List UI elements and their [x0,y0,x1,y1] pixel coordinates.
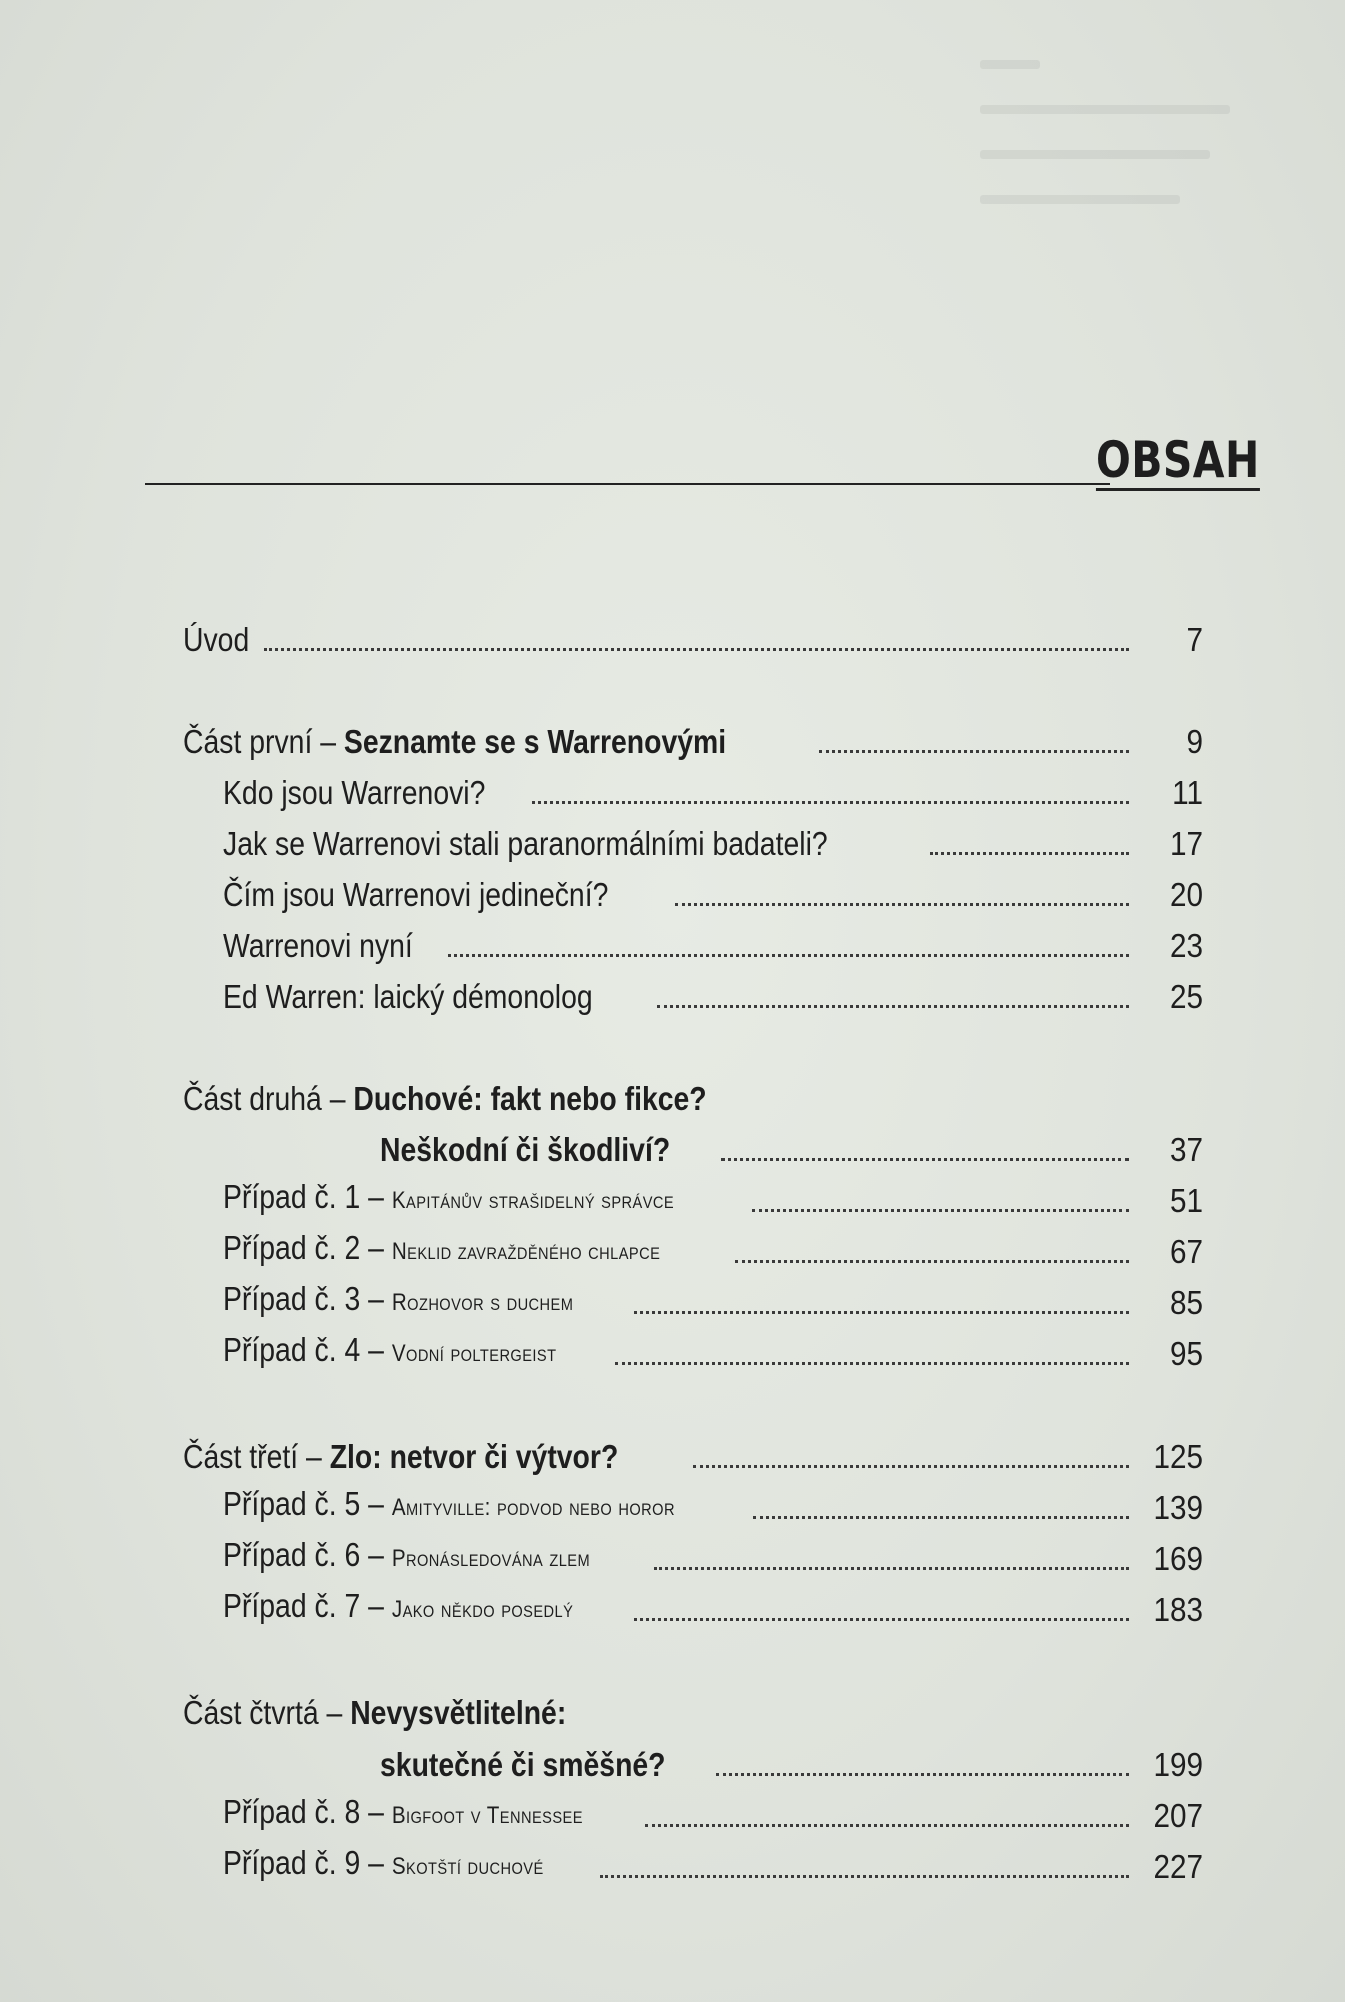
separator: – [312,723,344,760]
toc-case [223,1477,1203,1528]
toc-case [223,1170,1203,1221]
dot-leader [654,1567,1129,1570]
toc-page-number: 51 [1169,1182,1203,1219]
toc-entry-label: Čím jsou Warrenovi jedineční? [223,876,609,913]
separator: – [360,1793,392,1830]
part-heading-continued: Neškodní či škodliví? [380,1131,671,1168]
dot-leader [753,1516,1129,1519]
separator: – [298,1438,330,1475]
dot-leader [693,1465,1129,1468]
separator: – [360,1229,392,1266]
case-label: Případ č. 5 [223,1485,361,1522]
page-title: OBSAH [1096,431,1260,489]
toc-case [223,1272,1203,1323]
toc-entry-label: Kdo jsou Warrenovi? [223,774,486,811]
separator: – [360,1280,392,1317]
toc-page-number: 85 [1169,1284,1203,1321]
dot-leader [645,1824,1129,1827]
part-heading: Duchové: fakt nebo fikce? [353,1080,707,1117]
toc-entry [223,762,1203,813]
case-title: Amityville: podvod nebo horor [391,1494,675,1521]
toc-page-number: 183 [1153,1591,1203,1628]
part-heading: Zlo: netvor či výtvor? [329,1438,619,1475]
toc-page-number: 139 [1153,1489,1203,1526]
toc-page-number: 207 [1153,1797,1203,1834]
case-title: Jako někdo posedlý [391,1596,574,1623]
toc-page-number: 37 [1169,1131,1203,1168]
dot-leader [721,1158,1129,1161]
separator: – [360,1587,392,1624]
toc-page-number: 25 [1169,978,1203,1015]
part-heading: Seznamte se s Warrenovými [343,723,727,760]
toc-case [223,1785,1203,1836]
case-label: Případ č. 3 [223,1280,361,1317]
dot-leader [716,1773,1129,1776]
case-title: Skotští duchové [391,1853,544,1880]
dot-leader [752,1209,1130,1212]
dot-leader [264,648,1129,651]
dot-leader [600,1875,1129,1878]
toc-entry-label: Úvod [183,621,250,658]
toc-part-1 [183,711,1203,762]
toc-page-number: 125 [1153,1438,1203,1475]
toc-entry-label: Warrenovi nyní [223,927,413,964]
dot-leader [657,1005,1129,1008]
case-label: Případ č. 1 [223,1178,361,1215]
toc-entry-label: Jak se Warrenovi stali paranormálními badateli? [223,825,828,862]
toc-part-3 [183,1426,1203,1477]
case-label: Případ č. 7 [223,1587,361,1624]
separator: – [360,1485,392,1522]
separator: – [360,1536,392,1573]
dot-leader [675,903,1129,906]
case-label: Případ č. 9 [223,1844,361,1881]
toc-case [223,1323,1203,1374]
toc-case [223,1579,1203,1630]
case-label: Případ č. 8 [223,1793,361,1830]
case-title: Vodní poltergeist [391,1340,557,1367]
case-label: Případ č. 2 [223,1229,361,1266]
toc-part-2 [183,1068,1203,1119]
toc-page-number: 169 [1153,1540,1203,1577]
case-label: Případ č. 4 [223,1331,361,1368]
toc-part-4 [183,1682,1203,1733]
dot-leader [448,954,1129,957]
dot-leader [634,1618,1129,1621]
toc-entry [223,864,1203,915]
toc-page-number: 199 [1153,1746,1203,1783]
toc-entry-intro [183,609,1203,660]
case-label: Případ č. 6 [223,1536,361,1573]
toc-page-number: 227 [1153,1848,1203,1885]
toc-entry-label: Ed Warren: laický démonolog [223,978,593,1015]
dot-leader [615,1362,1129,1365]
toc-entry [223,813,1203,864]
toc-case [223,1836,1203,1887]
separator: – [360,1331,392,1368]
toc-page-number: 23 [1169,927,1203,964]
dot-leader [634,1311,1129,1314]
separator: – [321,1080,354,1117]
toc-page-number: 7 [1186,621,1203,658]
toc-page-number: 11 [1172,774,1203,811]
toc-part-4-continued [380,1734,1203,1785]
dot-leader [735,1260,1129,1263]
part-label: Část čtvrtá [183,1694,319,1731]
toc-case [223,1528,1203,1579]
dot-leader [819,750,1129,753]
case-title: Pronásledována zlem [391,1545,591,1572]
toc-page-number: 67 [1169,1233,1203,1270]
dot-leader [930,852,1129,855]
case-title: Neklid zavražděného chlapce [391,1238,661,1265]
case-title: Rozhovor s duchem [391,1289,574,1316]
toc-case [223,1221,1203,1272]
toc-entry [223,915,1203,966]
toc-page-number: 17 [1169,825,1203,862]
dot-leader [532,801,1129,804]
part-label: Část první [183,723,313,760]
part-label: Část druhá [183,1080,322,1117]
case-title: Kapitánův strašidelný správce [391,1187,675,1214]
separator: – [360,1178,392,1215]
toc-page-number: 9 [1186,723,1203,760]
toc-part-2-continued [380,1119,1203,1170]
toc-entry [223,966,1203,1017]
separator: – [318,1694,351,1731]
toc-page-number: 95 [1169,1335,1203,1372]
part-label: Část třetí [183,1438,299,1475]
case-title: Bigfoot v Tennessee [391,1802,583,1829]
part-heading: Nevysvětlitelné: [350,1694,567,1731]
part-heading-continued: skutečné či směšné? [380,1746,666,1783]
toc-page-number: 20 [1169,876,1203,913]
separator: – [360,1844,392,1881]
